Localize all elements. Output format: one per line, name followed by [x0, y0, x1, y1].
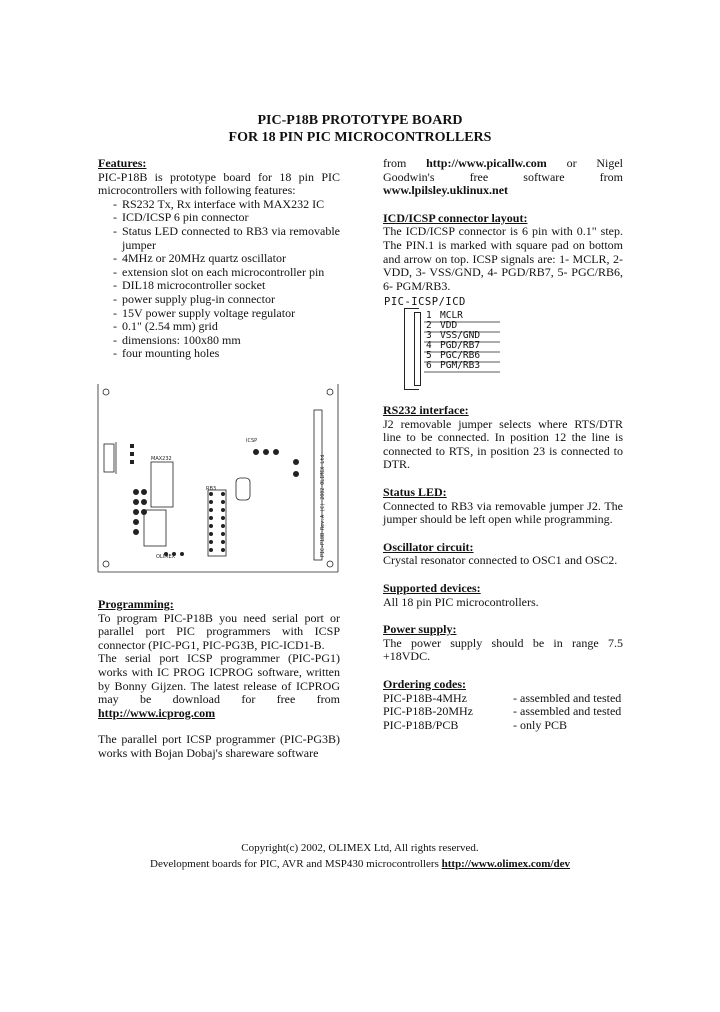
right-column-top — [383, 157, 623, 293]
feature-item: - ICD/ICSP 6 pin connector — [98, 211, 340, 225]
pin-name: VSS/GND — [440, 330, 481, 341]
feature-item: - extension slot on each microcontroller pin — [98, 266, 340, 280]
order-row — [383, 705, 623, 719]
programming-heading: Programming: — [98, 597, 174, 611]
feature-item: - DIL18 microcontroller socket — [98, 279, 340, 293]
right-column-bottom — [383, 404, 623, 732]
feature-item: - 15V power supply voltage regulator — [98, 307, 340, 321]
led-text: Connected to RB3 via removable jumper J2. The jumper should be left open while programming. — [383, 498, 623, 527]
board-label: ICSP — [246, 438, 258, 444]
pin-number: 5 — [426, 350, 432, 361]
pin-number: 4 — [426, 340, 432, 351]
rs232-text: J2 removable jumper selects where RTS/DTR line to be connected. In position 12 the line is connected to RTS, in position 23 is connected to DTR. — [383, 416, 623, 472]
pin-name: PGC/RB6 — [440, 350, 481, 361]
led-heading: Status LED: — [383, 484, 447, 499]
power-text: The power supply should be in range 7.5 +18VDC. — [383, 635, 623, 664]
order-desc: - assembled and tested — [513, 690, 622, 705]
programming-para3: The parallel port ICSP programmer (PIC-PG3B) works with Bojan Dobaj's shareware software — [98, 732, 340, 760]
programming-section — [98, 598, 340, 761]
supported-heading: Supported devices: — [383, 580, 481, 595]
connector-title: PIC-ICSP/ICD — [384, 296, 466, 308]
icd-heading: ICD/ICSP connector layout: — [383, 210, 528, 225]
doc-title-line2: FOR 18 PIN PIC MICROCONTROLLERS — [228, 130, 492, 145]
doc-title-line1: PIC-P18B PROTOTYPE BOARD — [257, 113, 463, 128]
feature-item: - power supply plug-in connector — [98, 293, 340, 307]
connector-inner — [414, 312, 421, 386]
ordering-heading: Ordering codes: — [383, 676, 466, 691]
feature-item: - dimensions: 100x80 mm — [98, 334, 340, 348]
board-side-text: PIC-P18B Rev.A (C) 2002 OLIMEX Ltd — [320, 454, 326, 557]
order-desc: - only PCB — [513, 717, 568, 732]
pin-number: 3 — [426, 330, 432, 341]
order-desc: - assembled and tested — [513, 704, 622, 719]
pin-number: 2 — [426, 320, 432, 331]
continued-mid: or Nigel Goodwin's free software from — [383, 156, 623, 184]
features-section — [98, 157, 340, 361]
programming-para2 — [98, 652, 340, 720]
footer-copyright: Copyright(c) 2002, OLIMEX Ltd, All rights reserved. — [241, 842, 479, 854]
programming-para1: To program PIC-P18B you need serial port or parallel port PIC programmers with ICSP connector (PIC-PG1, PIC-PG3B, PIC-ICD1-B. — [98, 610, 340, 652]
feature-item: - 0.1" (2.54 mm) grid — [98, 320, 340, 334]
pin-name: PGM/RB3 — [440, 360, 481, 371]
order-code: PIC-P18B-4MHz — [383, 690, 468, 705]
feature-item: - 4MHz or 20MHz quartz oscillator — [98, 252, 340, 266]
footer-dev-boards — [0, 856, 720, 873]
pin-name: PGD/RB7 — [440, 340, 481, 351]
board-label: OLIMEX — [156, 554, 176, 560]
pin-name: MCLR — [440, 310, 463, 321]
feature-item: - four mounting holes — [98, 347, 340, 361]
icprog-link[interactable]: http://www.icprog.com — [98, 705, 216, 720]
features-list — [98, 198, 340, 361]
board-drawing — [96, 382, 340, 578]
pin-name: VDD — [440, 320, 458, 331]
features-intro: PIC-P18B is prototype board for 18 pin PIC microcontrollers with following features: — [98, 169, 340, 198]
icd-text: The ICD/ICSP connector is 6 pin with 0.1" step. The PIN.1 is marked with square pad on bottom and arrow on top. ICSP signals are: 1- MCLR, 2- VDD, 3- VSS/GND, 4- PGD/RB7, 5- PGC/RB6, 6- PGM/RB3. — [383, 224, 623, 293]
footer-dev-text: Development boards for PIC, AVR and MSP430 microcontrollers — [150, 858, 439, 870]
osc-text: Crystal resonator connected to OSC1 and OSC2. — [383, 553, 618, 568]
order-code: PIC-P18B/PCB — [383, 717, 459, 732]
programming-para2-text: The serial port ICSP programmer (PIC-PG1) works with IC PROG ICPROG software, written by Bonny Gijzen. The latest release of ICPROG may be download for free from — [98, 651, 340, 707]
feature-item: - Status LED connected to RB3 via removable jumper — [98, 225, 340, 252]
lpilsley-link[interactable]: www.lpilsley.uklinux.net — [383, 183, 509, 198]
order-code: PIC-P18B-20MHz — [383, 704, 474, 719]
order-row — [383, 719, 623, 733]
pin-row-6 — [426, 361, 480, 371]
rs232-heading: RS232 interface: — [383, 403, 469, 417]
board-label: RB3 — [206, 486, 217, 492]
board-label: MAX232 — [151, 456, 172, 462]
pin-number: 1 — [426, 310, 432, 321]
order-row — [383, 692, 623, 706]
picallw-link[interactable]: http://www.picallw.com — [426, 156, 547, 170]
supported-text: All 18 pin PIC microcontrollers. — [383, 594, 539, 609]
feature-item: - RS232 Tx, Rx interface with MAX232 IC — [98, 198, 340, 212]
features-heading: Features: — [98, 156, 147, 170]
osc-heading: Oscillator circuit: — [383, 539, 474, 554]
power-heading: Power supply: — [383, 622, 457, 637]
continued-text — [383, 157, 623, 198]
pin-number: 6 — [426, 360, 432, 371]
continued-from: from — [383, 156, 407, 170]
pcb-layout-image — [96, 382, 340, 578]
olimex-dev-link[interactable]: http://www.olimex.com/dev — [441, 858, 570, 870]
